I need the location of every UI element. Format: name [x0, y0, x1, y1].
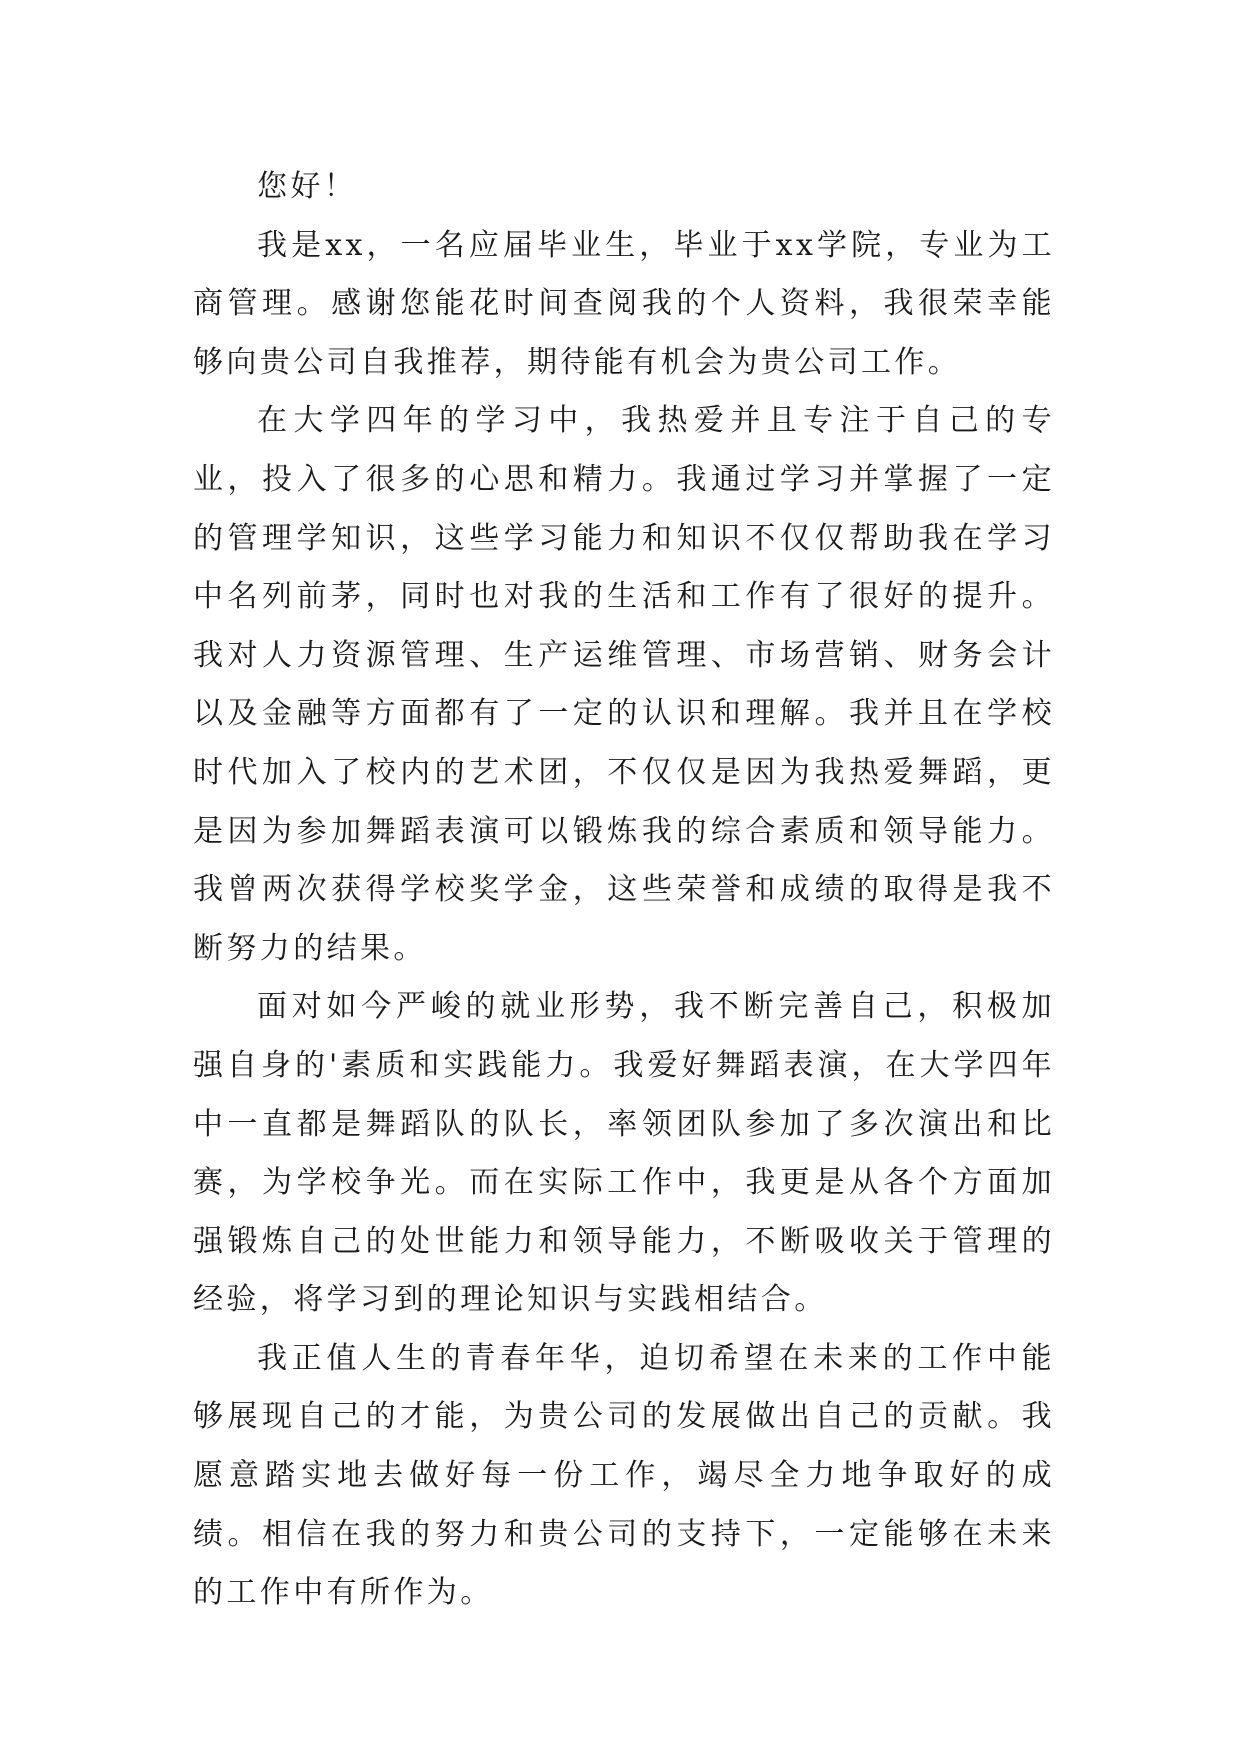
- paragraph-university-study: 在大学四年的学习中，我热爱并且专注于自己的专业，投入了很多的心思和精力。我通过学习并掌握了一定的管理学知识，这些学习能力和知识不仅仅帮助我在学习中名列前茅，同时也对我的生活和工作有了很好的提升。我对人力资源管理、生产运维管理、市场营销、财务会计以及金融等方面都有了一定的认识和理解。我并且在学校时代加入了校内的艺术团，不仅仅是因为我热爱舞蹈，更是因为参加舞蹈表演可以锻炼我的综合素质和领导能力。我曾两次获得学校奖学金，这些荣誉和成绩的取得是我不断努力的结果。: [193, 403, 1055, 966]
- paragraph-practical-ability: 面对如今严峻的就业形势，我不断完善自己，积极加强自身的'素质和实践能力。我爱好舞蹈表演，在大学四年中一直都是舞蹈队的队长，率领团队参加了多次演出和比赛，为学校争光。而在实际工作中，我更是从各个方面加强锻炼自己的处世能力和领导能力，不断吸收关于管理的经验，将学习到的理论知识与实践相结合。: [193, 989, 1055, 1318]
- greeting: 您好！: [257, 169, 358, 204]
- paragraph-closing-aspiration: 我正值人生的青春年华，迫切希望在未来的工作中能够展现自己的才能，为贵公司的发展做出自己的贡献。我愿意踏实地去做好每一份工作，竭尽全力地争取好的成绩。相信在我的努力和贵公司的支持下，一定能够在未来的工作中有所作为。: [193, 1340, 1055, 1611]
- letter-body: [193, 158, 1055, 1623]
- paragraph-introduction: 我是xx，一名应届毕业生，毕业于xx学院，专业为工商管理。感谢您能花时间查阅我的个人资料，我很荣幸能够向贵公司自我推荐，期待能有机会为贵公司工作。: [193, 227, 1055, 380]
